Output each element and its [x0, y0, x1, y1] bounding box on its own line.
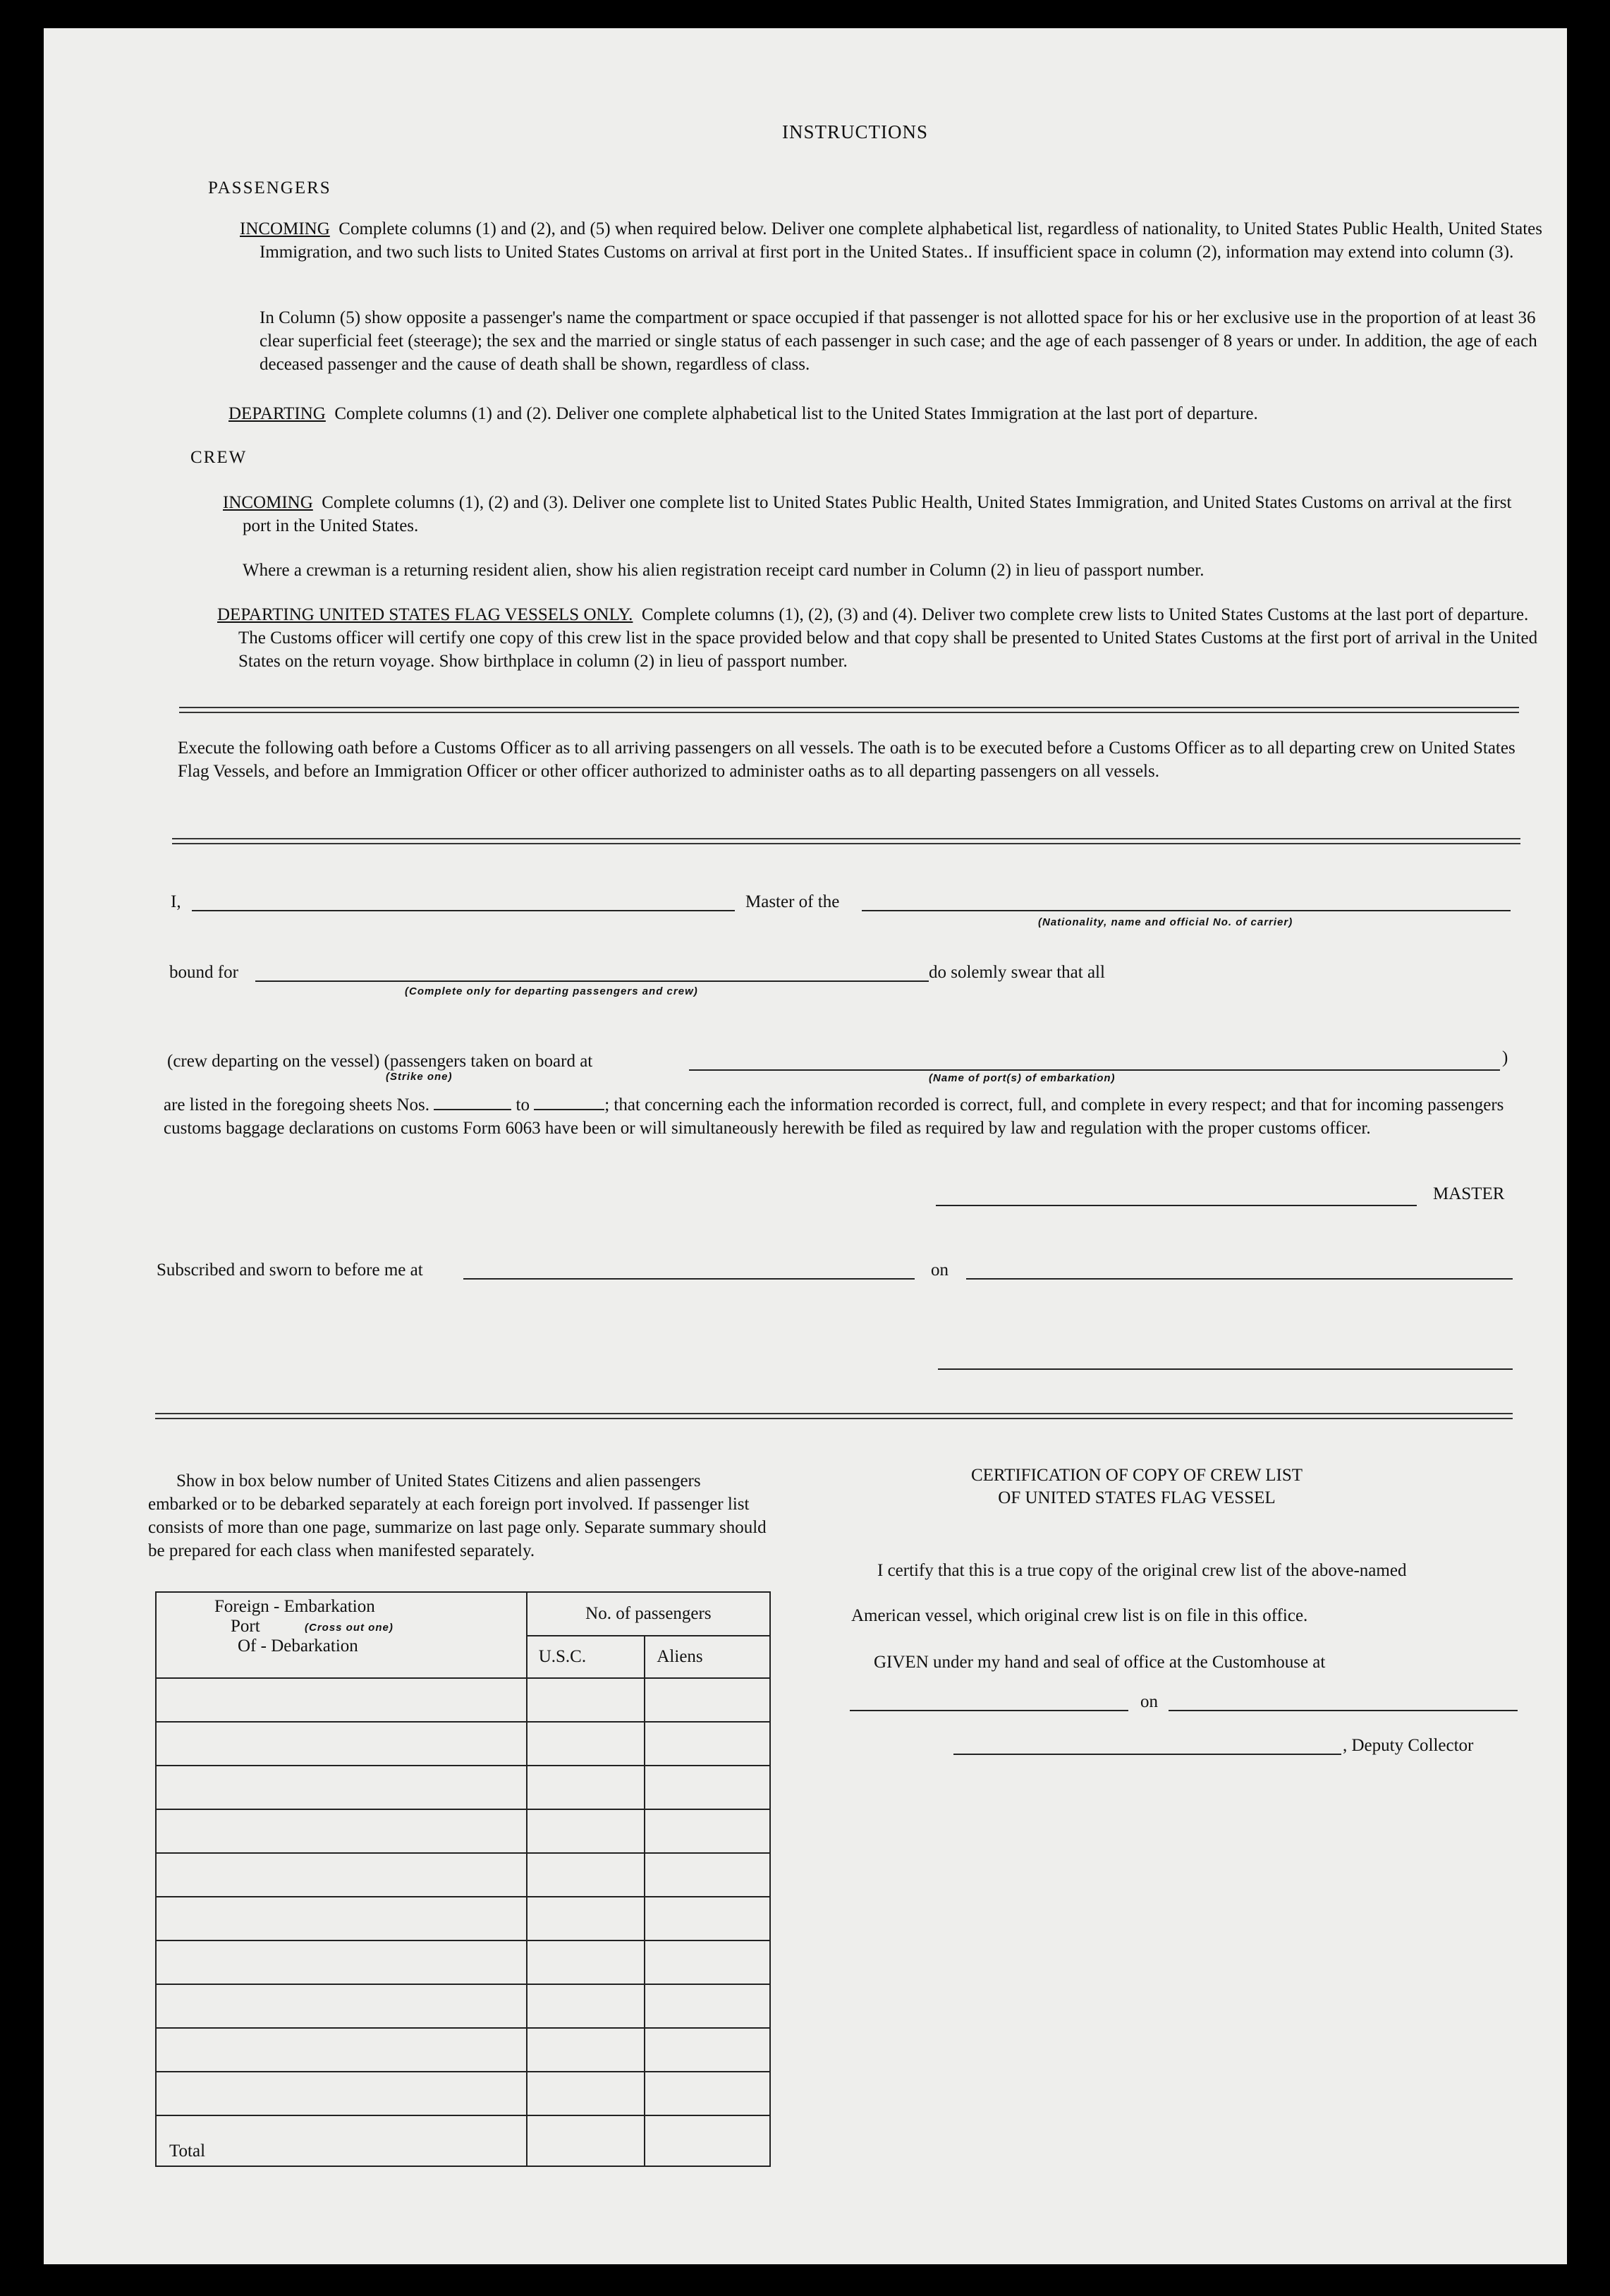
aliens-header-cell: Aliens: [645, 1636, 770, 1678]
customhouse-place-field[interactable]: [850, 1710, 1128, 1711]
cert-on-label: on: [1140, 1692, 1158, 1711]
sheet-to-field[interactable]: [534, 1093, 604, 1110]
table-row[interactable]: [156, 1678, 770, 1722]
table-row[interactable]: [156, 1940, 770, 1984]
swear-text: do solemly swear that all: [929, 963, 1105, 982]
sheet-from-field[interactable]: [434, 1093, 511, 1110]
total-usc-cell[interactable]: [527, 2115, 645, 2166]
embarkation-port-field[interactable]: [689, 1069, 1500, 1071]
listed-to: to: [516, 1095, 530, 1114]
bound-for-label: bound for: [169, 963, 238, 982]
departing-us-paragraph: [217, 603, 1557, 673]
port-header-line2: Port: [231, 1617, 260, 1636]
column5-paragraph: In Column (5) show opposite a passenger's name the compartment or space occupied if that passenger is not allotted space for his or her exclusive use in the proportion of at least 36 clear superficial feet (steerage); the sex and the married or single status of each passenger in such case; and the age of each passenger of 8 years or under. In addition, the age of each deceased passenger and the cause of death shall be shown, regardless of class.: [260, 308, 1537, 374]
certify-line2: American vessel, which original crew list is on file in this office.: [851, 1606, 1308, 1625]
table-row[interactable]: [156, 1984, 770, 2028]
cert-date-field[interactable]: [1169, 1710, 1518, 1711]
table-row[interactable]: [156, 2028, 770, 2072]
sworn-on-label: on: [931, 1261, 949, 1280]
total-label: Total: [156, 2115, 527, 2166]
certify-line1: I certify that this is a true copy of the original crew list of the above-named: [877, 1561, 1407, 1580]
bound-for-field[interactable]: [255, 980, 929, 982]
certification-title-line1: CERTIFICATION OF COPY OF CREW LIST: [970, 1466, 1303, 1485]
listed-text-a: are listed in the foregoing sheets Nos.: [164, 1095, 429, 1114]
total-row[interactable]: [156, 2115, 770, 2166]
master-label: MASTER: [1433, 1184, 1505, 1203]
incoming-label: INCOMING: [240, 219, 330, 238]
passengers-heading: PASSENGERS: [208, 178, 331, 198]
divider-2: [172, 838, 1520, 844]
instructions-title: INSTRUCTIONS: [782, 121, 929, 142]
passengers-incoming-paragraph: [240, 217, 1566, 264]
table-row[interactable]: [156, 1809, 770, 1853]
departing-us-label: DEPARTING UNITED STATES FLAG VESSELS ONLY.: [217, 605, 633, 624]
master-signature-field[interactable]: [936, 1205, 1417, 1206]
usc-header-cell: U.S.C.: [527, 1636, 645, 1678]
close-paren: ): [1502, 1048, 1508, 1067]
table-row[interactable]: [156, 1897, 770, 1940]
officer-signature-field[interactable]: [938, 1368, 1513, 1370]
listed-text-b: ; that concerning each the information recorded is correct, full, and complete in every respect; and that for incoming passengers customs baggage declarations on customs Form 6063 have been or will simultaneously herewith be filed as required by law and regulation with the proper customs officer.: [164, 1095, 1504, 1138]
deputy-signature-field[interactable]: [953, 1754, 1341, 1755]
crew-incoming-label: INCOMING: [223, 493, 313, 512]
total-aliens-cell[interactable]: [645, 2115, 770, 2166]
bound-hint: (Complete only for departing passengers and crew): [405, 985, 698, 997]
crewman-paragraph: Where a crewman is a returning resident alien, show his alien registration receipt card number in Column (2) in lieu of passport number.: [243, 561, 1205, 580]
subscribed-text: Subscribed and sworn to before me at: [157, 1261, 423, 1280]
table-row[interactable]: [156, 1722, 770, 1766]
oath-intro: Execute the following oath before a Customs Officer as to all arriving passengers on all vessels. The oath is to be executed before a Customs Officer as to all departing crew on United States Flag Vessels, and before an Immigration Officer or other officer authorized to administer oaths as to all departing passengers on all vessels.: [178, 739, 1516, 781]
port-header-cell: [156, 1592, 527, 1678]
master-name-field[interactable]: [192, 910, 735, 911]
sworn-date-field[interactable]: [966, 1278, 1513, 1280]
carrier-field[interactable]: [862, 910, 1511, 911]
passengers-departing-paragraph: [228, 402, 1561, 425]
crew-incoming-paragraph: [223, 491, 1513, 537]
cross-out-hint: (Cross out one): [305, 1622, 394, 1634]
table-row[interactable]: [156, 1766, 770, 1809]
certification-title-line2: OF UNITED STATES FLAG VESSEL: [998, 1488, 1276, 1507]
strike-hint: (Strike one): [386, 1071, 453, 1083]
master-of-label: Master of the: [745, 892, 840, 911]
departing-label: DEPARTING: [228, 404, 326, 423]
crew-departing-text: (crew departing on the vessel) (passengers taken on board at: [167, 1052, 593, 1071]
nationality-hint: (Nationality, name and official No. of carrier): [1038, 916, 1293, 928]
table-header-row: [156, 1592, 770, 1636]
listed-paragraph: [164, 1093, 1546, 1140]
passengers-header-cell: No. of passengers: [527, 1592, 770, 1636]
departing-us-text: Complete columns (1), (2), (3) and (4). Deliver two complete crew lists to United States Customs at the last port of departure. The Customs officer will certify one copy of this crew list in the space provided below and that copy shall be presented to United States Customs at the first port of arrival in the United States on the return voyage. Show birthplace in column (2) in lieu of passport number.: [238, 605, 1538, 671]
oath-i-label: I,: [171, 892, 181, 911]
passenger-summary-table: [155, 1591, 771, 2167]
divider-1: [179, 707, 1519, 713]
crew-incoming-text: Complete columns (1), (2) and (3). Deliver one complete list to United States Public Health, United States Immigration, and United States Customs on arrival at the first port in the United States.: [243, 493, 1512, 535]
table-row[interactable]: [156, 1853, 770, 1897]
port-header-line1: Foreign - Embarkation: [214, 1597, 375, 1616]
departing-text: Complete columns (1) and (2). Deliver one complete alphabetical list to the United States Immigration at the last port of departure.: [334, 404, 1258, 423]
port-header-line3: Of - Debarkation: [238, 1636, 358, 1656]
summary-instructions: Show in box below number of United States Citizens and alien passengers embarked or to be debarked separately at each foreign port involved. If passenger list consists of more than one page, summarize on last page only. Separate summary should be prepared for each class when manifested separately.: [148, 1471, 767, 1560]
sworn-place-field[interactable]: [463, 1278, 915, 1280]
port-hint: (Name of port(s) of embarkation): [929, 1072, 1116, 1084]
crew-heading: CREW: [190, 448, 248, 467]
form-page: [44, 28, 1567, 2264]
incoming-text: Complete columns (1) and (2), and (5) when required below. Deliver one complete alphabetical list, regardless of nationality, to United States Public Health, United States Immigration, and two such lists to United States Customs on arrival at first port in the United States.. If insufficient space in column (2), information may extend into column (3).: [260, 219, 1542, 262]
deputy-collector-label: , Deputy Collector: [1343, 1736, 1474, 1755]
table-row[interactable]: [156, 2072, 770, 2115]
divider-3: [155, 1413, 1513, 1419]
given-text: GIVEN under my hand and seal of office at the Customhouse at: [874, 1653, 1326, 1672]
